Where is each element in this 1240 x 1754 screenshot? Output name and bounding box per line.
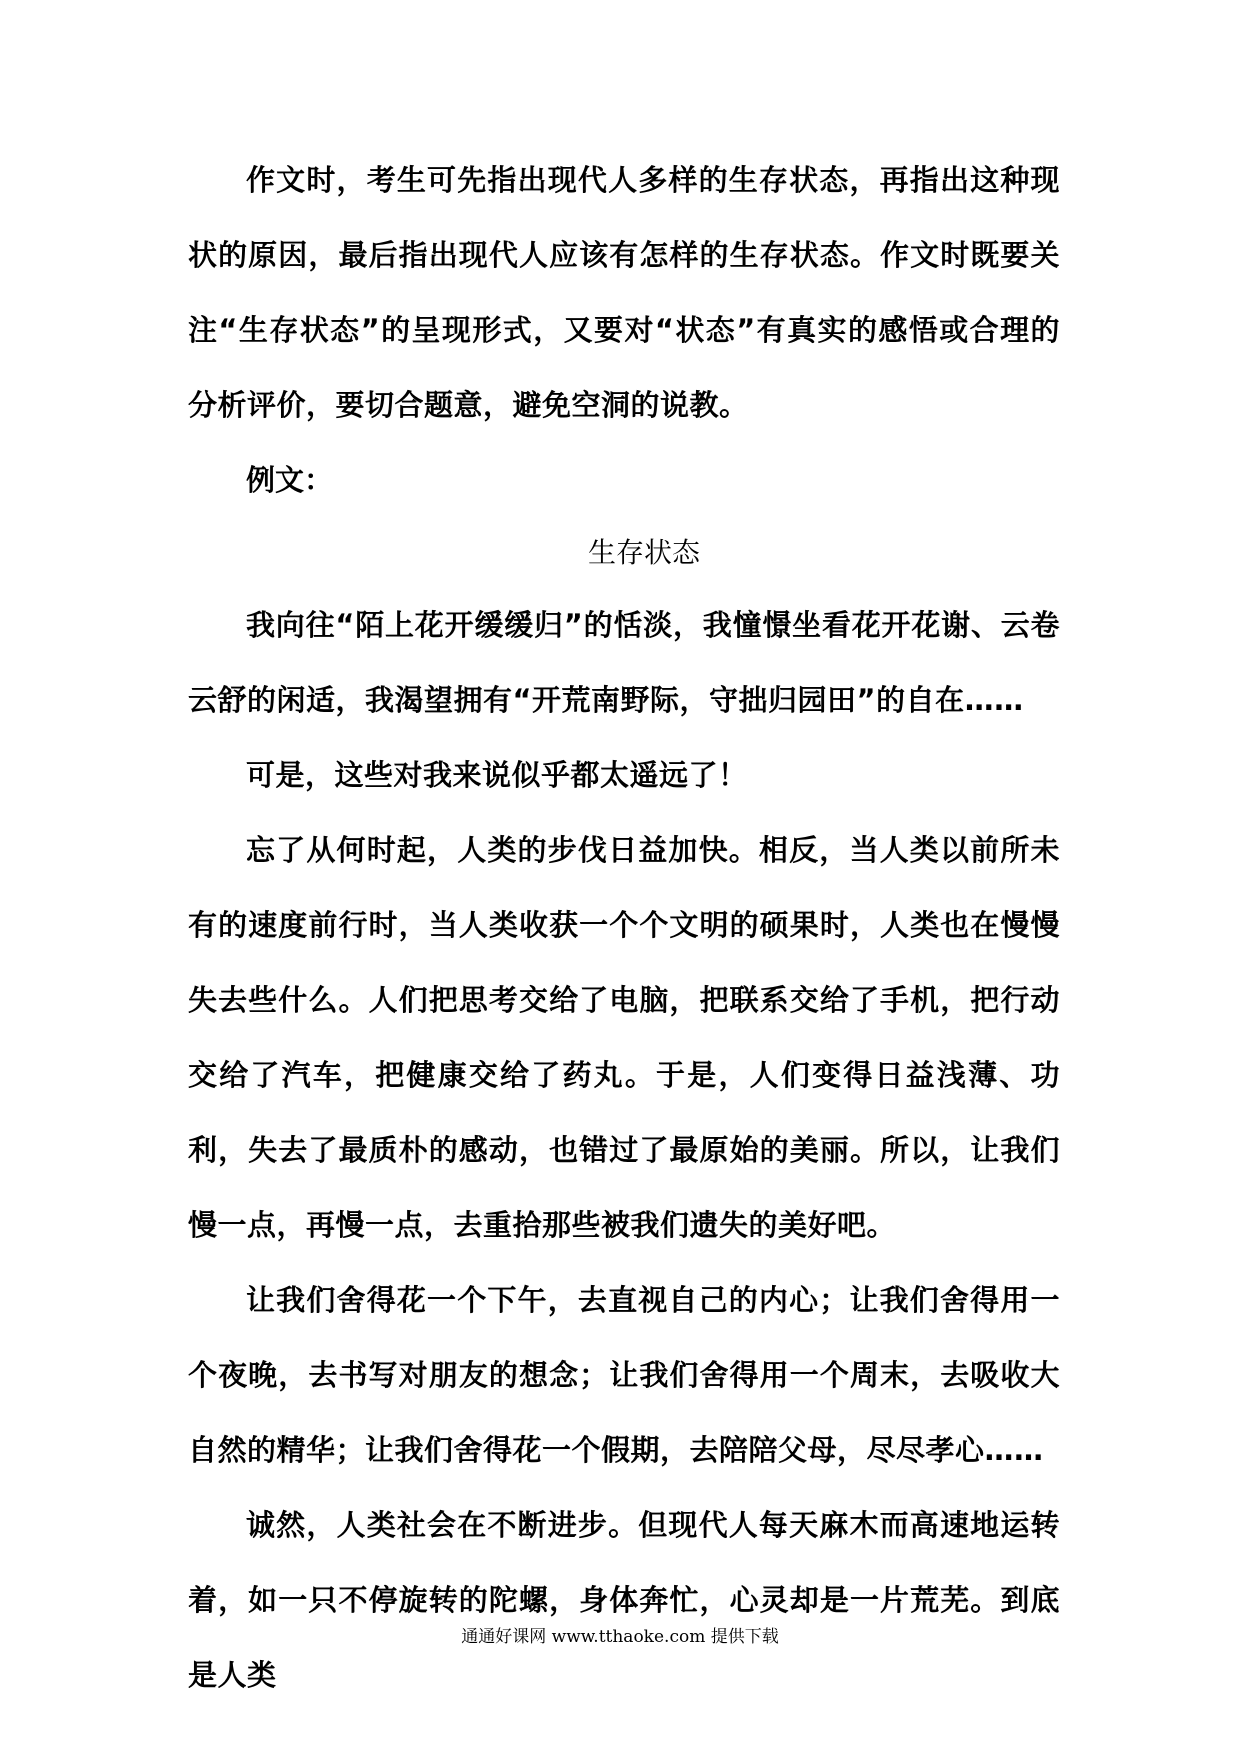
- essay-paragraph-5: 诚然，人类社会在不断进步。但现代人每天麻木而高速地运转着，如一只不停旋转的陀螺，身体奔忙，心灵却是一片荒芜。到底是人类: [188, 1508, 1060, 1692]
- essay-title: 生存状态: [587, 536, 700, 569]
- document-page: [188, 143, 1060, 1713]
- page-footer: 通通好课网 www.tthaoke.com 提供下载: [461, 1627, 779, 1647]
- example-label: 例文：: [246, 463, 334, 497]
- essay-paragraph-1: 我向往“陌上花开缓缓归”的恬淡，我憧憬坐看花开花谢、云卷云舒的闲适，我渴望拥有“开荒南野际，守拙归园田”的自在……: [188, 608, 1060, 717]
- essay-paragraph-4: 让我们舍得花一个下午，去直视自己的内心；让我们舍得用一个夜晚，去书写对朋友的想念；让我们舍得用一个周末，去吸收大自然的精华；让我们舍得花一个假期，去陪陪父母，尽尽孝心……: [188, 1283, 1060, 1467]
- essay-paragraph-3: 忘了从何时起，人类的步伐日益加快。相反，当人类以前所未有的速度前行时，当人类收获一个个文明的硕果时，人类也在慢慢失去些什么。人们把思考交给了电脑，把联系交给了手机，把行动交给了汽车，把健康交给了药丸。于是，人们变得日益浅薄、功利，失去了最质朴的感动，也错过了最原始的美丽。所以，让我们慢一点，再慢一点，去重拾那些被我们遗失的美好吧。: [188, 833, 1060, 1242]
- essay-paragraph-2: 可是，这些对我来说似乎都太遥远了！: [246, 758, 748, 792]
- intro-paragraph: 作文时，考生可先指出现代人多样的生存状态，再指出这种现状的原因，最后指出现代人应该有怎样的生存状态。作文时既要关注“生存状态”的呈现形式，又要对“状态”有真实的感悟或合理的分析评价，要切合题意，避免空洞的说教。: [188, 163, 1060, 422]
